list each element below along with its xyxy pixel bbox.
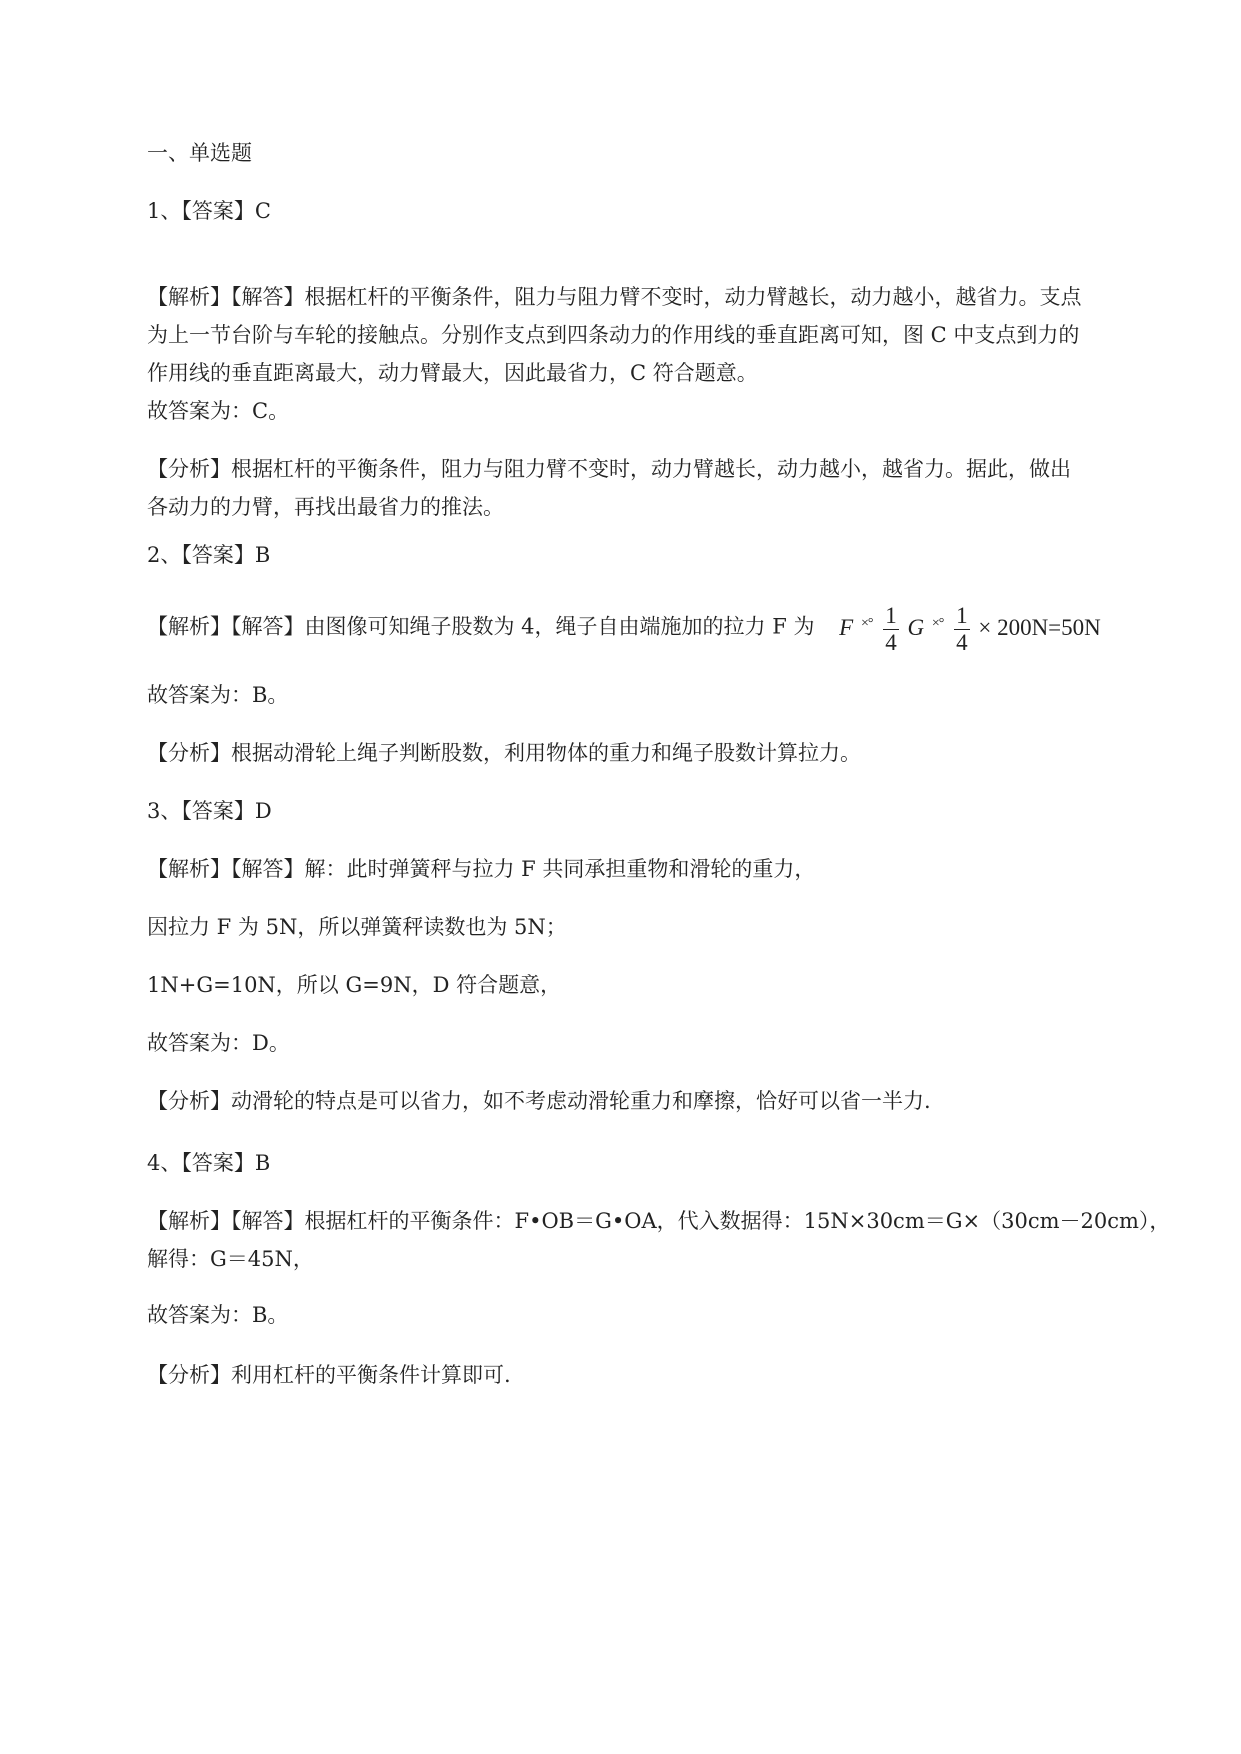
q1-analysis-line-3: 作用线的垂直距离最大，动力臂最大，因此最省力，C 符合题意。: [147, 361, 758, 385]
q1-summary-line-1: 【分析】根据杠杆的平衡条件，阻力与阻力臂不变时，动力臂越长，动力越小，越省力。据此，做出: [147, 457, 1071, 481]
q1-summary: [147, 450, 1157, 526]
formula-symbol-1: ×°: [860, 616, 873, 631]
q4-analysis-line-1: 【解析】【解答】根据杠杆的平衡条件：F•OB＝G•OA，代入数据得：15N×30cm＝G×（30cm－20cm），: [147, 1209, 1171, 1233]
q3-answer: 3、【答案】D: [147, 799, 272, 823]
q1-summary-line-2: 各动力的力臂，再找出最省力的推法。: [147, 495, 504, 519]
q1-analysis-line-1: 【解析】【解答】根据杠杆的平衡条件，阻力与阻力臂不变时，动力臂越长，动力越小，越省力。支点: [147, 285, 1082, 309]
formula-fraction-2: [954, 603, 970, 656]
q2-analysis: [147, 600, 1157, 656]
formula-tail: × 200N=50N: [978, 615, 1101, 640]
q4-analysis: [147, 1202, 1171, 1278]
section-title: 一、单选题: [147, 141, 252, 165]
q3-analysis-line-3: 1N+G=10N，所以 G=9N，D 符合题意，: [147, 973, 562, 997]
q2-answer: 2、【答案】B: [147, 543, 271, 567]
q1-analysis-line-2: 为上一节台阶与车轮的接触点。分别作支点到四条动力的作用线的垂直距离可知，图 C 中支点到力的: [147, 323, 1080, 347]
fraction-numerator: 1: [956, 603, 968, 629]
q4-summary: 【分析】利用杠杆的平衡条件计算即可.: [147, 1363, 511, 1387]
q2-analysis-text: 【解析】【解答】由图像可知绳子股数为 4，绳子自由端施加的拉力 F 为: [147, 614, 815, 639]
q1-answer: 1、【答案】C: [147, 199, 271, 223]
q2-summary: 【分析】根据动滑轮上绳子判断股数，利用物体的重力和绳子股数计算拉力。: [147, 741, 861, 765]
fraction-denominator: 4: [956, 630, 968, 656]
q2-conclusion: 故答案为：B。: [147, 683, 289, 707]
q4-conclusion: 故答案为：B。: [147, 1303, 289, 1327]
fraction-numerator: 1: [885, 603, 897, 629]
formula-var-g: G: [907, 615, 925, 640]
q4-answer: 4、【答案】B: [147, 1151, 271, 1175]
q1-analysis: [147, 278, 1157, 392]
formula-symbol-2: ×°: [931, 616, 944, 631]
q3-conclusion: 故答案为：D。: [147, 1031, 290, 1055]
q3-summary: 【分析】动滑轮的特点是可以省力，如不考虑动滑轮重力和摩擦，恰好可以省一半力.: [147, 1089, 931, 1113]
q1-conclusion: 故答案为：C。: [147, 399, 290, 423]
formula-fraction-1: [883, 603, 899, 656]
fraction-denominator: 4: [885, 630, 897, 656]
formula-var-f: F: [839, 615, 854, 640]
q2-formula: [839, 600, 1101, 656]
q3-analysis-line-2: 因拉力 F 为 5N，所以弹簧秤读数也为 5N；: [147, 915, 567, 939]
q3-analysis-line-1: 【解析】【解答】解：此时弹簧秤与拉力 F 共同承担重物和滑轮的重力，: [147, 857, 816, 881]
q4-analysis-line-2: 解得：G＝45N，: [147, 1247, 314, 1271]
